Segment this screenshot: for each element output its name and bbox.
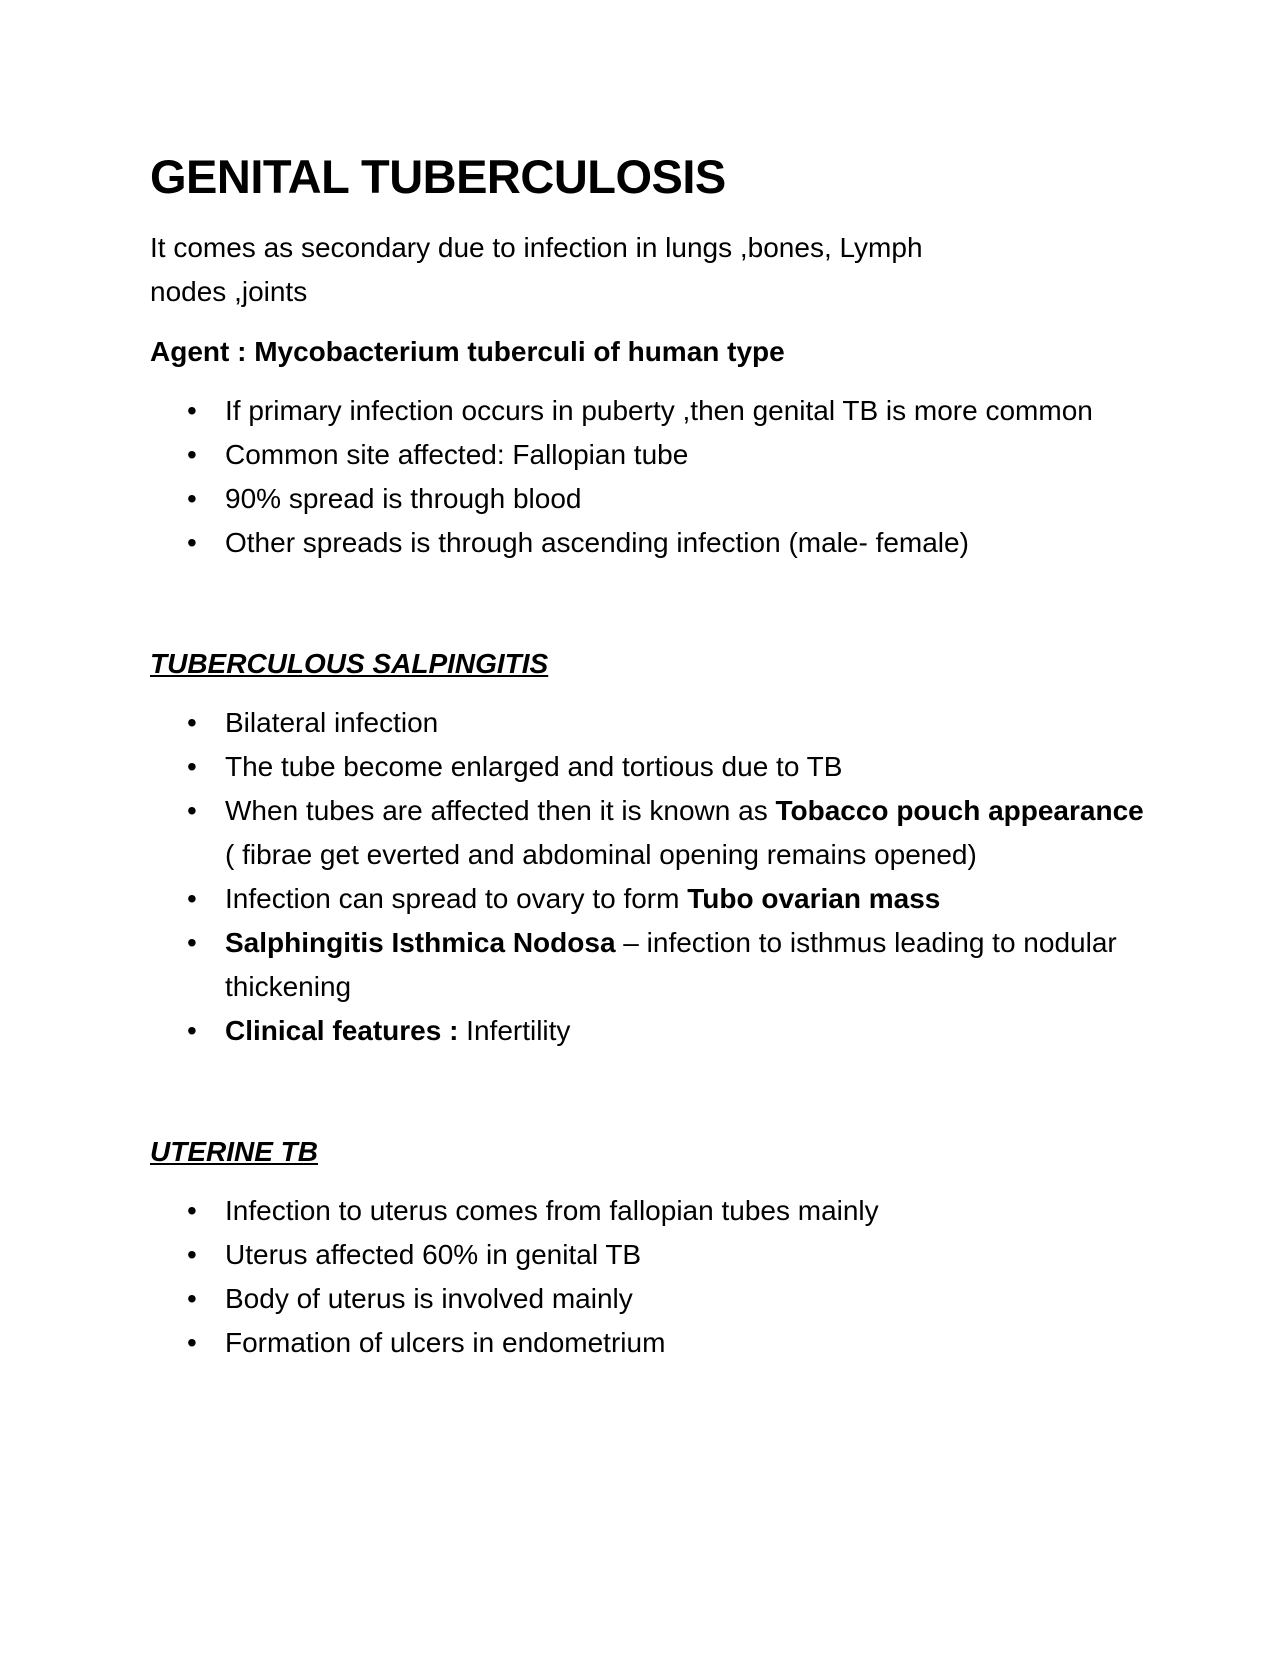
bullet-icon: • — [187, 395, 197, 427]
bullet-icon: • — [187, 439, 197, 471]
uterine-bullet-list — [150, 1189, 1150, 1365]
bold-term: Salphingitis Isthmica Nodosa — [225, 927, 616, 959]
bullet-icon: • — [187, 1195, 197, 1227]
list-item: • Salphingitis Isthmica Nodosa – infection to isthmus leading to nodular thickening — [150, 921, 1150, 1009]
document-title: GENITAL TUBERCULOSIS — [150, 150, 726, 203]
bullet-icon: • — [187, 927, 197, 959]
bullet-icon: • — [187, 883, 197, 915]
list-item: • When tubes are affected then it is known as Tobacco pouch appearance ( fibrae get everted and abdominal opening remains opened) — [150, 789, 1150, 877]
bullet-icon: • — [187, 707, 197, 739]
list-item: • 90% spread is through blood — [150, 477, 1150, 521]
list-item: • Uterus affected 60% in genital TB — [150, 1233, 1150, 1277]
bullet-icon: • — [187, 751, 197, 783]
list-item: • Clinical features : Infertility — [150, 1009, 1150, 1053]
list-item: • Bilateral infection — [150, 701, 1150, 745]
bullet-icon: • — [187, 1327, 197, 1359]
bold-term: Tubo ovarian mass — [687, 883, 941, 915]
agent-line: Agent : Mycobacterium tuberculi of human type — [150, 336, 785, 368]
list-item: • Other spreads is through ascending infection (male- female) — [150, 521, 1150, 565]
bold-term: Tobacco pouch appearance — [775, 795, 1144, 827]
section-heading-salpingitis: TUBERCULOUS SALPINGITIS — [150, 648, 549, 680]
bold-term: Clinical features : — [225, 1015, 459, 1047]
list-item: • The tube become enlarged and tortious due to TB — [150, 745, 1150, 789]
bullet-icon: • — [187, 1015, 197, 1047]
section-heading-uterine: UTERINE TB — [150, 1136, 318, 1168]
intro-paragraph: It comes as secondary due to infection in lungs ,bones, Lymph nodes ,joints — [150, 232, 923, 308]
general-bullet-list — [150, 389, 1150, 565]
bullet-icon: • — [187, 1283, 197, 1315]
bullet-icon: • — [187, 527, 197, 559]
list-item: • Body of uterus is involved mainly — [150, 1277, 1150, 1321]
bullet-icon: • — [187, 483, 197, 515]
salpingitis-bullet-list — [150, 701, 1150, 1053]
document-page — [150, 150, 1150, 1365]
bullet-icon: • — [187, 1239, 197, 1271]
list-item: • If primary infection occurs in puberty ,then genital TB is more common — [150, 389, 1150, 433]
list-item: • Common site affected: Fallopian tube — [150, 433, 1150, 477]
list-item: • Infection to uterus comes from fallopian tubes mainly — [150, 1189, 1150, 1233]
list-item: • Formation of ulcers in endometrium — [150, 1321, 1150, 1365]
bullet-icon: • — [187, 795, 197, 827]
list-item: • Infection can spread to ovary to form Tubo ovarian mass — [150, 877, 1150, 921]
